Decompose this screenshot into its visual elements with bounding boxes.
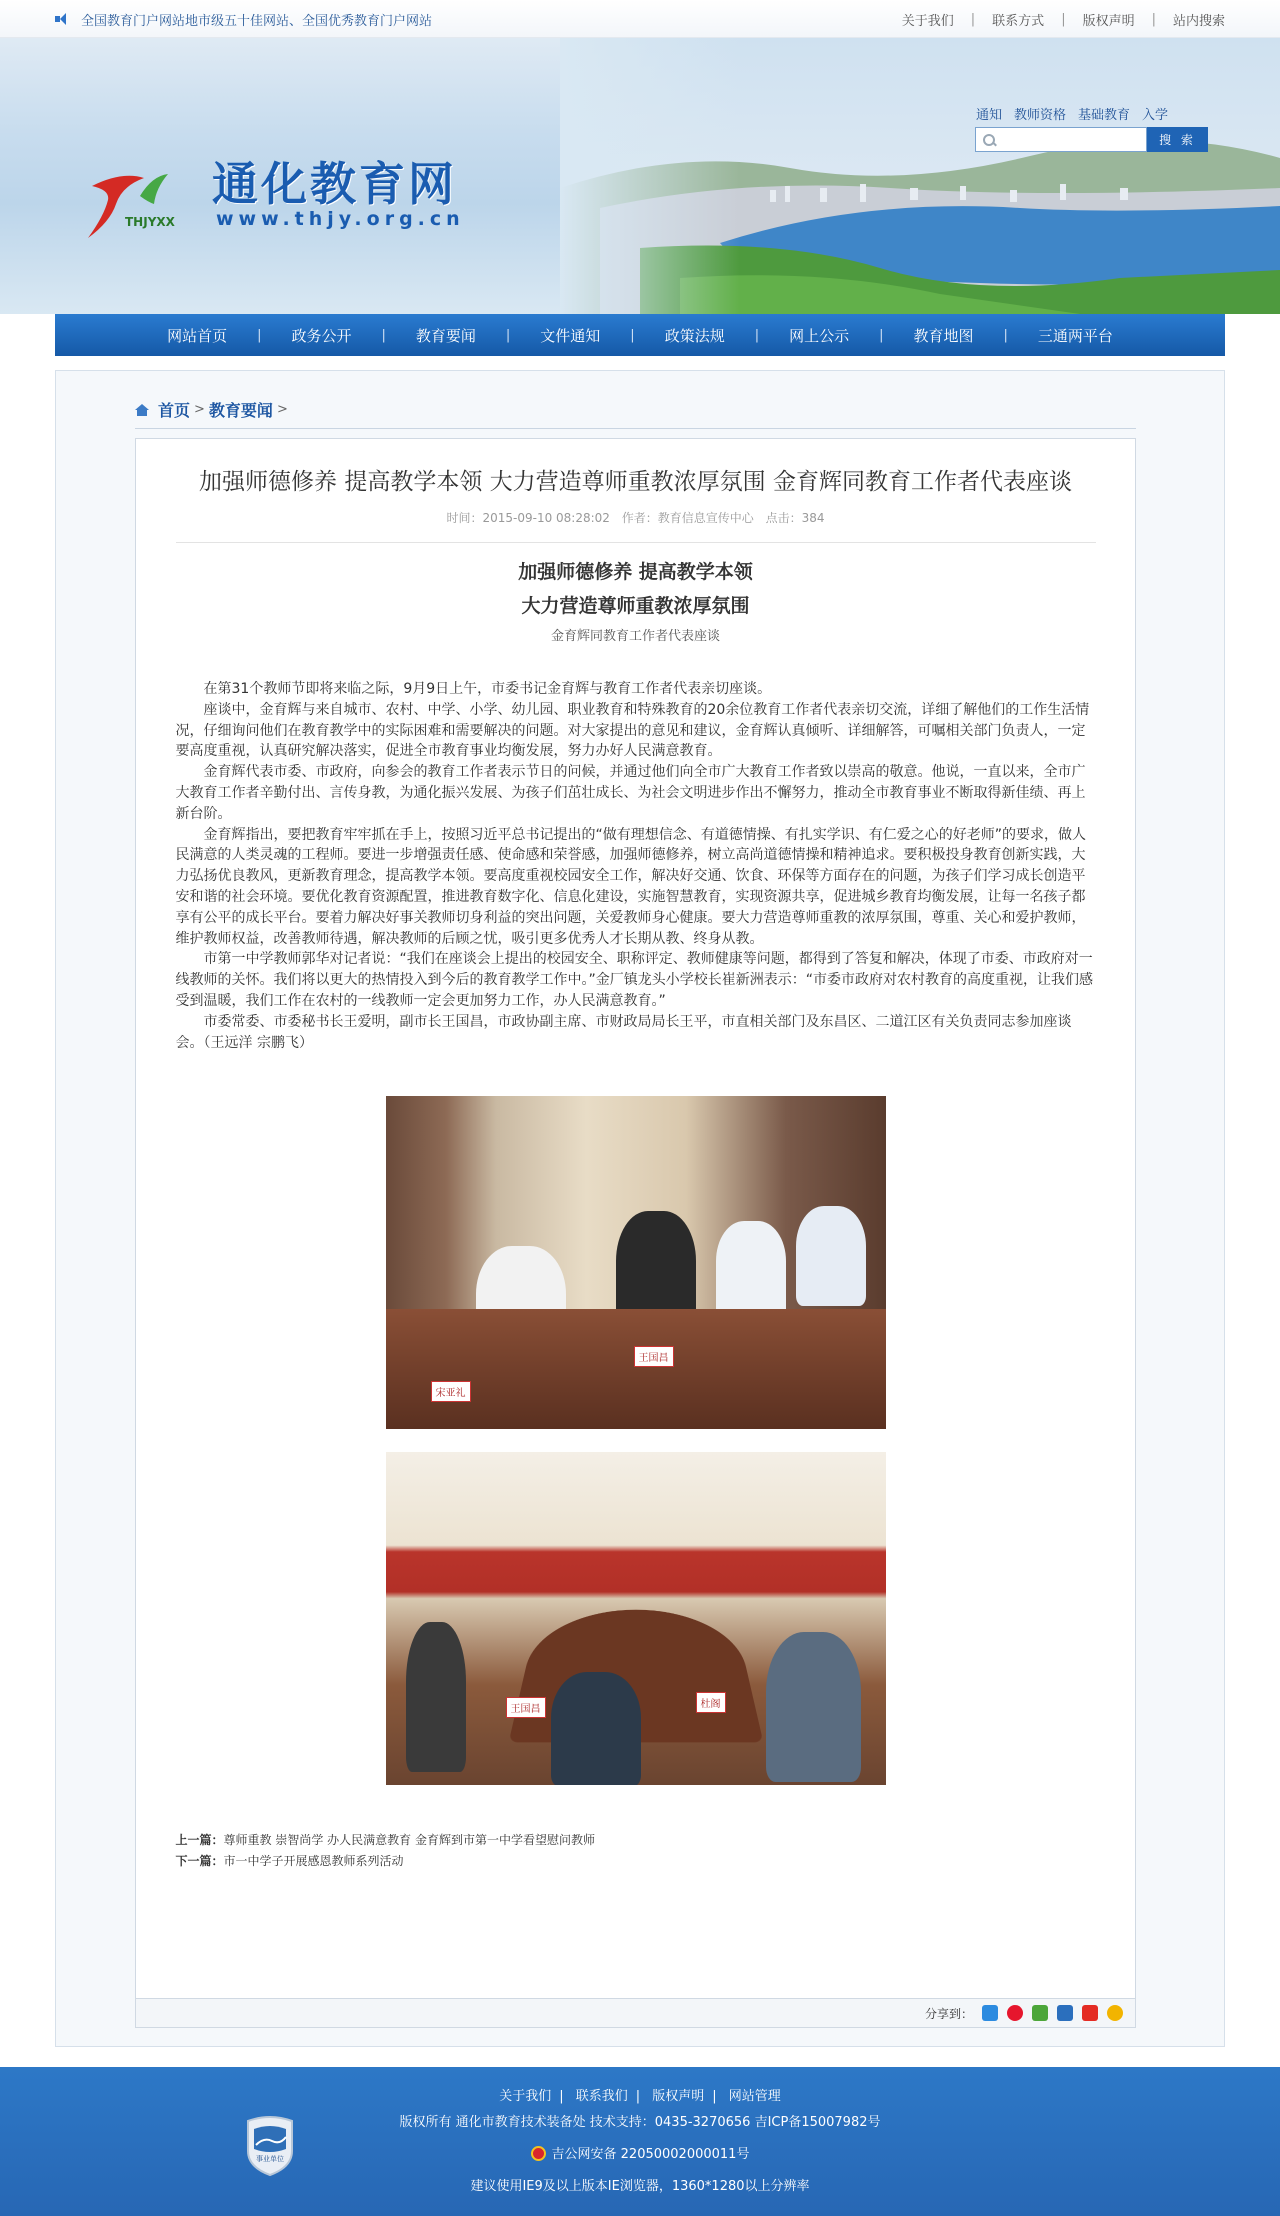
nav-platform[interactable]: 三通两平台 — [1037, 326, 1113, 345]
breadcrumb — [135, 391, 1136, 429]
quick-link-teacher-cert[interactable]: 教师资格 — [1014, 108, 1067, 123]
prev-article — [176, 1830, 1096, 1851]
header-banner — [0, 38, 1280, 314]
paragraph: 金育辉指出，要把教育牢牢抓在手上，按照习近平总书记提出的“做有理想信念、有道德情操、有扎实学识、有仁爱之心的好老师”的要求，做人民满意的人类灵魂的工程师。要进一步增强责任感、使命感和荣誉感，加强师德修养，树立高尚道德情操和精神追求。要积极投身教育创新实践，大力弘扬优良教风，更新教育理念，提高教学本领。要高度重视校园安全工作，解决好交通、饮食、环保等方面存在的问题，为孩子们学习成长创造平安和谐的社会环境。要优化教育资源配置，推进教育数字化、信息化建设，实施智慧教育，实现资源共享，促进城乡教育均衡发展，让每一名孩子都享有公平的成长平台。要着力解决好事关教师切身利益的突出问题，关爱教师身心健康。要大力营造尊师重教的浓厚氛围，尊重、关心和爱护教师，维护教师权益，改善教师待遇，解决教师的后顾之忧，吸引更多优秀人才长期从教、终身从教。 — [175, 826, 1087, 947]
weibo-share-icon[interactable] — [1007, 2005, 1023, 2021]
main-nav: 网站首页 | 政务公开 | 教育要闻 | 文件通知 | 政策法规 | 网上公示 | 教育地图 | 三通两平台 — [55, 314, 1225, 356]
nav-education-news[interactable]: 教育要闻 — [415, 326, 476, 345]
article-time: 时间：2015-09-10 08:28:02 — [446, 511, 610, 525]
search-input[interactable] — [998, 129, 1143, 151]
search-icon — [976, 129, 998, 151]
footer-link-copyright[interactable]: 版权声明 — [652, 2089, 705, 2104]
person-figure — [406, 1622, 466, 1772]
footer-link-contact[interactable]: 联系我们 — [575, 2089, 628, 2104]
footer — [0, 2067, 1280, 2216]
person-figure — [766, 1632, 861, 1782]
breadcrumb-section[interactable]: 教育要闻 — [208, 401, 273, 420]
nav-documents[interactable]: 文件通知 — [540, 326, 601, 345]
institution-badge-icon[interactable] — [244, 2115, 296, 2177]
footer-links: 关于我们 | 联系我们 | 版权声明 | 网站管理 — [0, 2085, 1280, 2104]
person-figure — [716, 1221, 786, 1321]
paragraph: 市第一中学教师郭华对记者说：“我们在座谈会上提出的校园安全、职称评定、教师健康等问题，都得到了答复和解决，体现了市委、市政府对一线教师的关怀。我们将以更大的热情投入到今后的教育教学工作中。”金厂镇龙头小学校长崔新洲表示：“市委市政府对农村教育的高度重视，让我们感受到温暖，我们工作在农村的一线教师一定会更加努力工作，办人民满意教育。” — [175, 951, 1094, 1009]
home-icon — [135, 404, 149, 416]
link-copyright[interactable]: 版权声明 — [1082, 13, 1135, 29]
search-button[interactable]: 搜 索 — [1147, 127, 1208, 152]
top-links: 关于我们 | 联系方式 | 版权声明 | 站内搜索 — [885, 10, 1225, 29]
nav-policies[interactable]: 政策法规 — [664, 326, 725, 345]
police-record: 吉公网安备 22050002000011号 — [551, 2147, 750, 2162]
article-body — [176, 679, 1096, 1053]
speaker-icon — [55, 13, 69, 25]
top-bar — [0, 0, 1280, 38]
breadcrumb-separator: > — [276, 402, 288, 417]
nav-education-map[interactable]: 教育地图 — [913, 326, 974, 345]
link-contact[interactable]: 联系方式 — [992, 13, 1045, 29]
city-landscape-image — [560, 38, 1280, 314]
link-site-search[interactable]: 站内搜索 — [1172, 13, 1225, 29]
search-form — [975, 127, 1208, 152]
subtitle-line-2: 大力营造尊师重教浓厚氛围 — [521, 595, 750, 617]
subtitle-line-1: 加强师德修养 提高教学本领 — [518, 561, 753, 583]
top-notice — [55, 10, 432, 29]
article-title: 加强师德修养 提高教学本领 大力营造尊师重教浓厚氛围 金育辉同教育工作者代表座谈 — [199, 469, 1072, 495]
next-label: 下一篇： — [175, 1854, 224, 1869]
logo-caption: THJYXX — [125, 215, 175, 229]
share-label: 分享到： — [924, 2006, 973, 2021]
kaixin-share-icon[interactable] — [1082, 2005, 1098, 2021]
nametag: 杜阁 — [696, 1692, 726, 1713]
prev-article-link[interactable]: 尊师重教 崇智尚学 办人民满意教育 金育辉到市第一中学看望慰问教师 — [223, 1833, 595, 1848]
badge-text: 事业单位 — [256, 2155, 284, 2163]
notice-text: 全国教育门户网站地市级五十佳网站、全国优秀教育门户网站 — [81, 13, 433, 29]
article-author: 作者：教育信息宣传中心 — [621, 511, 754, 525]
link-about[interactable]: 关于我们 — [901, 13, 954, 29]
nav-government[interactable]: 政务公开 — [291, 326, 352, 345]
article-meta — [136, 509, 1135, 526]
article-subnote: 金育辉同教育工作者代表座谈 — [550, 629, 720, 644]
person-figure — [551, 1672, 641, 1785]
search-box — [975, 127, 1147, 152]
paragraph: 在第31个教师节即将来临之际，9月9日上午，市委书记金育辉与教育工作者代表亲切座谈。 — [203, 681, 772, 697]
nav-public-notice[interactable]: 网上公示 — [789, 326, 850, 345]
main-content — [55, 370, 1225, 2047]
nametag: 王国昌 — [506, 1697, 546, 1718]
meeting-photo-2 — [386, 1452, 886, 1785]
site-name: 通化教育网 — [212, 157, 457, 211]
footer-link-admin[interactable]: 网站管理 — [728, 2089, 781, 2104]
site-logo-icon — [82, 156, 182, 246]
share-bar — [136, 1998, 1135, 2027]
quick-link-enroll[interactable]: 入学 — [1142, 108, 1169, 123]
breadcrumb-separator: > — [194, 402, 205, 417]
quick-link-basic-edu[interactable]: 基础教育 — [1078, 108, 1131, 123]
footer-link-about[interactable]: 关于我们 — [499, 2089, 552, 2104]
police-badge-icon — [531, 2146, 546, 2161]
qzone-share-icon[interactable] — [982, 2005, 998, 2021]
article-clicks: 点击：384 — [765, 511, 825, 525]
divider — [176, 542, 1096, 543]
more-share-icon[interactable] — [1107, 2005, 1123, 2021]
nametag: 宋亚礼 — [431, 1381, 471, 1402]
nav-home[interactable]: 网站首页 — [167, 326, 228, 345]
site-url: www.thjy.org.cn — [216, 208, 465, 230]
renren-share-icon[interactable] — [1057, 2005, 1073, 2021]
prev-next-links — [176, 1830, 1096, 1872]
footer-browser-note: 建议使用IE9及以上版本IE浏览器，1360*1280以上分辨率 — [470, 2179, 810, 2194]
next-article-link[interactable]: 市一中学子开展感恩教师系列活动 — [223, 1854, 404, 1869]
article — [135, 438, 1136, 2028]
next-article — [176, 1851, 1096, 1872]
nametag: 王国昌 — [634, 1346, 674, 1367]
quick-link-notice[interactable]: 通知 — [976, 108, 1003, 123]
douban-share-icon[interactable] — [1032, 2005, 1048, 2021]
quick-links — [976, 104, 1168, 123]
paragraph: 市委常委、市委秘书长王爱明，副市长王国昌，市政协副主席、市财政局局长王平，市直相关部门及东昌区、二道江区有关负责同志参加座谈会。（王远洋 宗鹏飞） — [175, 1013, 1072, 1051]
footer-police — [0, 2143, 1280, 2162]
person-figure — [796, 1206, 866, 1306]
paragraph: 金育辉代表市委、市政府，向参会的教育工作者表示节日的问候，并通过他们向全市广大教育工作者致以崇高的敬意。他说，一直以来，全市广大教育工作者辛勤付出、言传身教，为通化振兴发展、为孩子们茁壮成长、为社会文明进步作出不懈努力，推动全市教育事业不断取得新佳绩、再上新台阶。 — [175, 764, 1086, 822]
breadcrumb-home[interactable]: 首页 — [158, 401, 191, 420]
article-subtitle — [136, 555, 1135, 623]
meeting-table — [386, 1309, 886, 1429]
footer-copyright: 版权所有 通化市教育技术装备处 技术支持：0435-3270656 吉ICP备15007982号 — [399, 2115, 881, 2130]
prev-label: 上一篇： — [175, 1833, 224, 1848]
paragraph: 座谈中，金育辉与来自城市、农村、中学、小学、幼儿园、职业教育和特殊教育的20余位教育工作者代表亲切交流，详细了解他们的工作生活情况，仔细询问他们在教育教学中的实际困难和需要解决的问题。对大家提出的意见和建议，金育辉认真倾听、详细解答，可嘱相关部门负责人，一定要高度重视，认真研究解决落实，促进全市教育事业均衡发展，努力办好人民满意教育。 — [175, 701, 1090, 760]
meeting-photo-1 — [386, 1096, 886, 1429]
